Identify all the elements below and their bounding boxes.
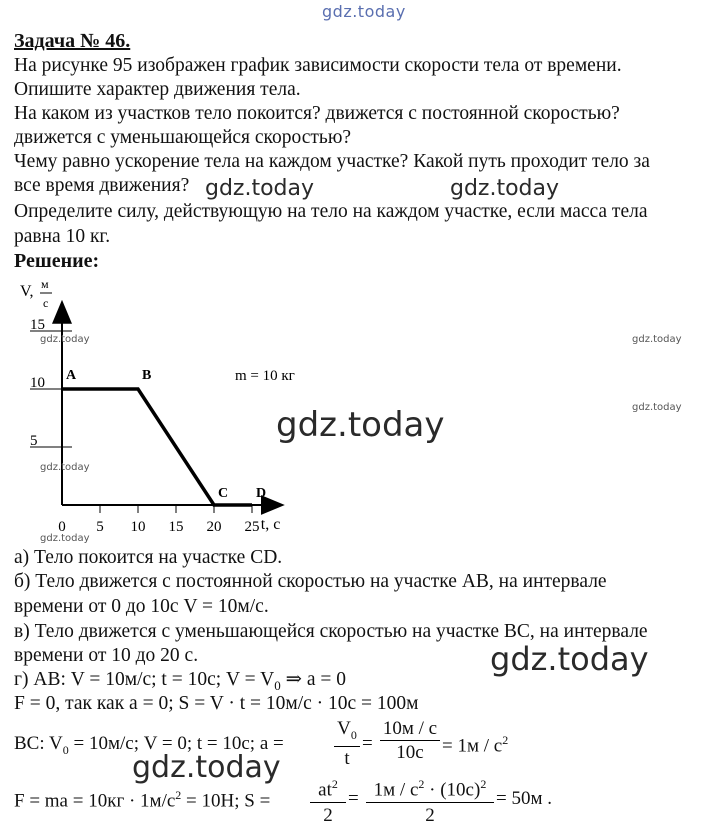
watermark-top: gdz.today — [322, 2, 406, 21]
watermark-large: gdz.today — [132, 750, 281, 785]
problem-line: движется с уменьшающейся скоростью? — [14, 127, 352, 148]
fraction-v0-over-t: $V_0$ t — [334, 718, 360, 771]
watermark-large: gdz.today — [276, 405, 445, 445]
x-tick-label: 25 — [244, 519, 260, 535]
fraction-distance: $1м / с^2 \cdot (10с)^2$ 2 — [366, 772, 494, 829]
point-label: B — [142, 368, 152, 383]
y-tick-label: 15 — [30, 317, 45, 333]
answer-b-line2: времени от 0 до 10с V = 10м/с. — [14, 596, 269, 617]
point-label: A — [66, 368, 77, 383]
x-tick-label: 0 — [58, 519, 66, 535]
problem-line: Определите силу, действующую на тело на каждом участке, если масса тела — [14, 201, 648, 222]
x-tick-label: 15 — [168, 519, 184, 535]
x-tick-label: 5 — [96, 519, 104, 535]
problem-title: Задача № 46. — [14, 30, 131, 52]
problem-line: Чему равно ускорение тела на каждом участке? Какой путь проходит тело за — [14, 151, 650, 172]
answer-a: а) Тело покоится на участке CD. — [14, 547, 283, 568]
watermark-large: gdz.today — [490, 640, 649, 678]
fraction-velocity-over-time: 10м / с 10с — [380, 718, 440, 765]
watermark-small: gdz.today — [632, 402, 682, 413]
y-axis-label: V, — [20, 283, 34, 300]
point-label: D — [256, 486, 267, 501]
answer-g-line2: F = 0, так как a = 0; S = V · t = 10м/с · 10с = 100м — [14, 693, 419, 714]
answer-c-line1: в) Тело движется с уменьшающейся скоростью на участке ВС, на интервале — [14, 621, 648, 642]
watermark-small: gdz.today — [40, 334, 90, 345]
y-tick-label: 5 — [30, 433, 38, 449]
problem-line: Опишите характер движения тела. — [14, 79, 301, 100]
answer-b-line1: б) Тело движется с постоянной скоростью на участке АВ, на интервале — [14, 571, 607, 592]
y-axis-unit-numerator: м — [41, 277, 49, 291]
mass-annotation: m = 10 кг — [235, 368, 295, 384]
answer-g-line1: г) АВ: V = 10м/с; t = 10с; $V = V_0$ ⇒ a = 0 — [14, 669, 347, 693]
watermark-small: gdz.today — [40, 533, 90, 544]
problem-line: На рисунке 95 изображен график зависимости скорости тела от времени. — [14, 55, 622, 76]
problem-line: все время движения? — [14, 175, 190, 196]
problem-line: равна 10 кг. — [14, 226, 111, 247]
problem-line: На каком из участков тело покоится? движется с постоянной скоростью? — [14, 103, 620, 124]
point-label: C — [218, 486, 229, 501]
watermark-small: gdz.today — [40, 462, 90, 473]
x-tick-label: 20 — [206, 519, 222, 535]
x-axis-label: t, c — [260, 516, 281, 533]
y-axis-unit-denominator: с — [43, 296, 49, 310]
watermark-inline: gdz.today — [205, 176, 315, 201]
fraction-at2-over-2: $at^2$ 2 — [310, 772, 346, 829]
y-tick-label: 10 — [30, 375, 45, 391]
watermark-inline: gdz.today — [450, 176, 560, 201]
answer-c-line2: времени от 10 до 20 с. — [14, 645, 199, 666]
watermark-small: gdz.today — [632, 334, 682, 345]
x-tick-label: 10 — [130, 519, 146, 535]
solution-label: Решение: — [14, 250, 100, 272]
